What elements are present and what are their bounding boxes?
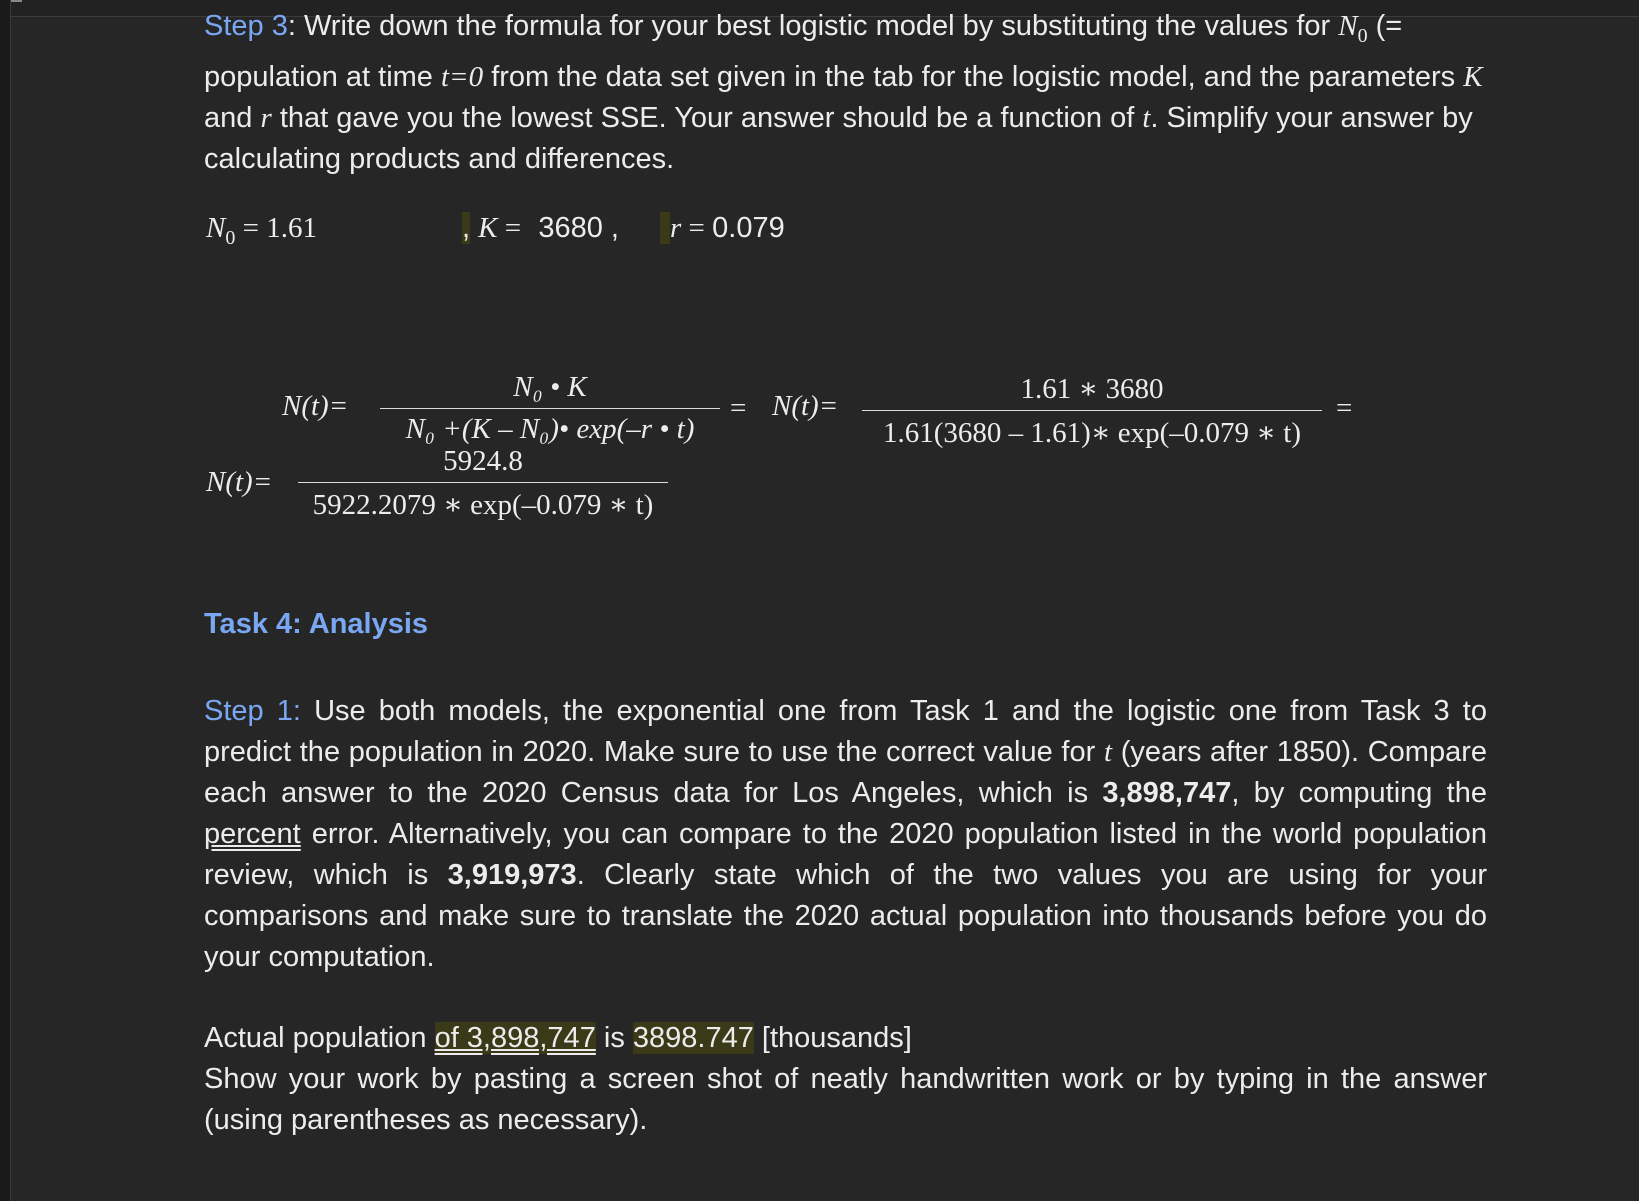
k-param: , K = 3680 ,: [462, 212, 619, 244]
substituted-numerator: 1.61 ∗ 3680: [1020, 373, 1164, 405]
step3-paragraph: [204, 6, 1504, 180]
fraction-bar: [380, 408, 720, 409]
fraction-bar: [862, 410, 1322, 411]
thousands-value[interactable]: 3898.747: [632, 1022, 754, 1054]
r-param: r = 0.079: [660, 212, 785, 245]
formula-lhs-3: N(t)=: [206, 466, 273, 498]
actual-population-input[interactable]: of 3,898,747: [434, 1022, 596, 1054]
formula-lhs-1: N(t)=: [282, 390, 349, 422]
step3-label: Step 3: [204, 10, 288, 42]
step1-label: Step 1:: [204, 695, 301, 727]
task4-heading: Task 4: Analysis: [204, 608, 429, 640]
step3-line-3: and r that gave you the lowest SSE. Your answer should be a function of t. Simplify your answer by: [204, 101, 1473, 134]
show-work-paragraph: Show your work by pasting a screen shot of neatly handwritten work or by typing in the answer (using parentheses as necessary).: [204, 1063, 1487, 1136]
review-value: 3,919,973: [447, 859, 577, 891]
general-logistic-fraction: [380, 371, 720, 446]
simplified-fraction: [298, 445, 668, 522]
percent-link: percent: [204, 818, 301, 850]
task4-step1-paragraph: Step 1: Use both models, the exponential one from Task 1 and the logistic one from Task 3 to predict the population in 2020. Make sure to use the correct value for t (years after 1850). Compare each answer to the 2020 Census data for Los Angeles, which is 3,898,747, by computing the percent error. Alternatively, you can compare to the 2020 population listed in the world population review, which is 3,919,973. Clearly state which of the two values you are using for your comparisons and make sure to translate the 2020 actual population into thousands before you do your computation.: [204, 695, 1488, 973]
equals-sign-1: =: [730, 392, 747, 424]
simplified-denominator: 5922.2079 ∗ exp(–0.079 ∗ t): [312, 489, 654, 521]
fraction-bar: [298, 482, 668, 483]
step3-line-1: Step 3: Write down the formula for your best logistic model by substituting the values for $N_0$ (=: [204, 10, 1403, 47]
n0-value[interactable]: 1.61: [266, 212, 317, 244]
general-numerator: N₀ • K: [513, 371, 587, 403]
step3-line-2: population at time t=0 from the data set given in the tab for the logistic model, and the parameters K: [204, 60, 1483, 93]
substituted-fraction: [862, 371, 1322, 450]
n0-param: $N_0 = 1.61$: [206, 212, 317, 249]
census-value: 3,898,747: [1102, 777, 1232, 809]
k-value[interactable]: 3680: [538, 212, 603, 244]
formula-lhs-2: N(t)=: [772, 390, 839, 422]
general-denominator: N₀ +(K – N₀)• exp(–r • t): [405, 413, 695, 445]
simplified-numerator: 5924.8: [443, 445, 523, 477]
left-gutter: [0, 0, 11, 1201]
substituted-denominator: 1.61(3680 – 1.61)∗ exp(–0.079 ∗ t): [883, 417, 1301, 449]
equals-sign-2: =: [1336, 392, 1353, 424]
r-value[interactable]: 0.079: [712, 212, 785, 244]
actual-population-line: Actual population of 3,898,747 is 3898.747 [thousands]: [204, 1022, 912, 1054]
step3-line-4: calculating products and differences.: [204, 142, 675, 175]
